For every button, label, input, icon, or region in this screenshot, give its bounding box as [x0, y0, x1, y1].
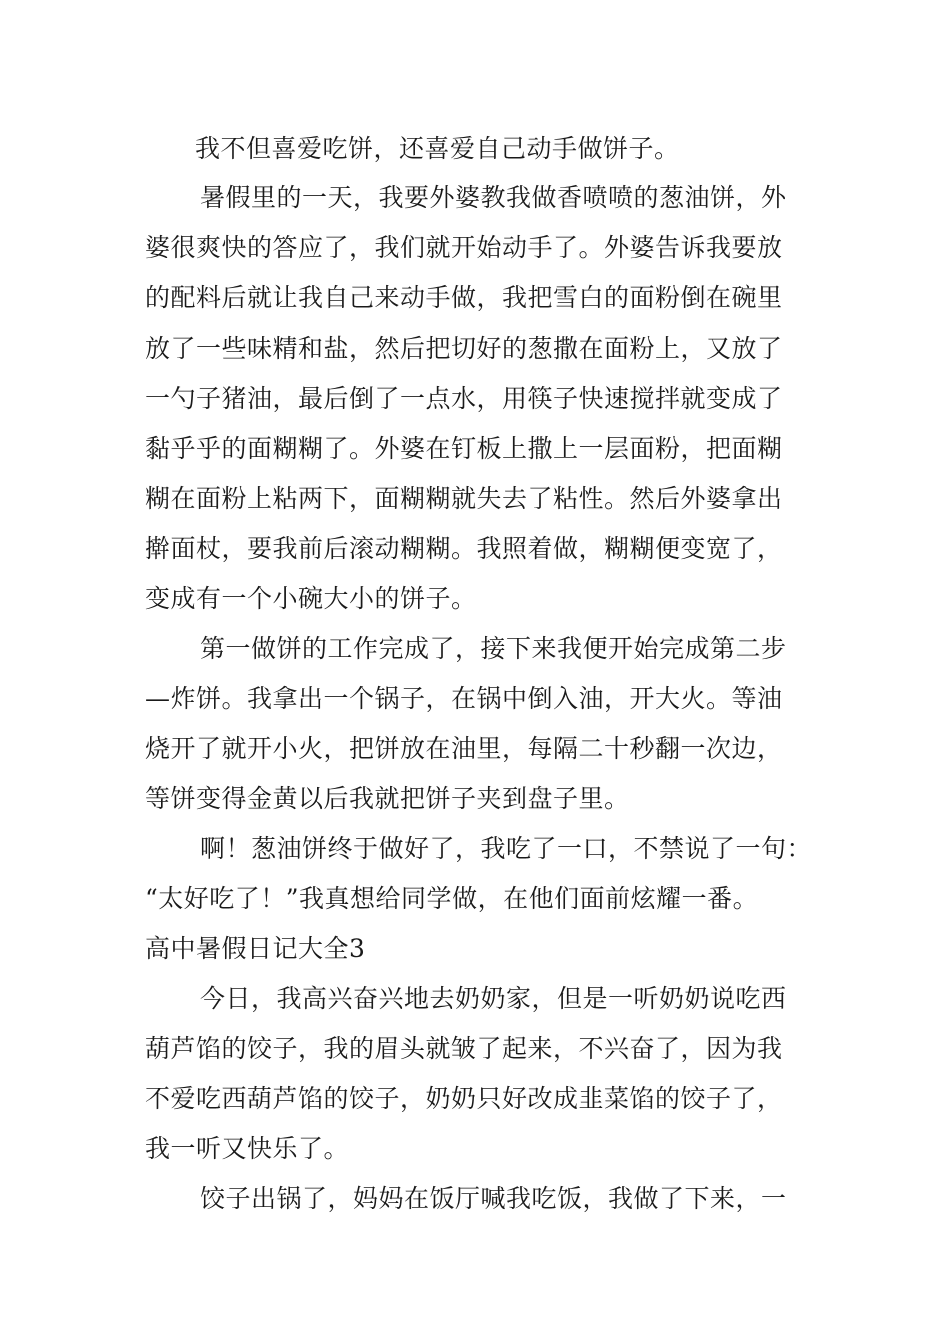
text-line: 放了一些味精和盐，然后把切好的葱撒在面粉上，又放了 [145, 334, 783, 363]
text-line: 我一听又快乐了。 [145, 1134, 350, 1163]
text-line: 饺子出锅了，妈妈在饭厅喊我吃饭，我做了下来，一 [200, 1184, 787, 1213]
text-line: 葫芦馅的饺子，我的眉头就皱了起来，不兴奋了，因为我 [145, 1034, 783, 1063]
text-line: 啊！葱油饼终于做好了，我吃了一口，不禁说了一句： [200, 834, 813, 863]
text-line: 烧开了就开小火，把饼放在油里，每隔二十秒翻一次边， [145, 734, 783, 763]
text-line: 不爱吃西葫芦馅的饺子，奶奶只好改成韭菜馅的饺子了， [145, 1084, 783, 1113]
text-line: “太好吃了！”我真想给同学做，在他们面前炫耀一番。 [145, 884, 759, 913]
text-line: 擀面杖，要我前后滚动糊糊。我照着做，糊糊便变宽了， [145, 534, 783, 563]
text-line: 第一做饼的工作完成了，接下来我便开始完成第二步 [200, 634, 787, 663]
text-line: 变成有一个小碗大小的饼子。 [145, 584, 477, 613]
text-line: 我不但喜爱吃饼，还喜爱自己动手做饼子。 [195, 134, 680, 163]
text-line: 糊在面粉上粘两下，面糊糊就失去了粘性。然后外婆拿出 [145, 484, 783, 513]
section-heading: 高中暑假日记大全3 [145, 934, 366, 963]
text-line: —炸饼。我拿出一个锅子，在锅中倒入油，开大火。等油 [145, 684, 783, 713]
text-line: 今日，我高兴奋兴地去奶奶家，但是一听奶奶说吃西 [200, 984, 787, 1013]
text-line: 婆很爽快的答应了，我们就开始动手了。外婆告诉我要放 [145, 233, 783, 262]
text-line: 等饼变得金黄以后我就把饼子夹到盘子里。 [145, 784, 630, 813]
text-line: 黏乎乎的面糊糊了。外婆在钉板上撒上一层面粉，把面糊 [145, 434, 783, 463]
text-line: 的配料后就让我自己来动手做，我把雪白的面粉倒在碗里 [145, 283, 783, 312]
text-line: 暑假里的一天，我要外婆教我做香喷喷的葱油饼，外 [200, 183, 787, 212]
text-line: 一勺子猪油，最后倒了一点水，用筷子快速搅拌就变成了 [145, 384, 783, 413]
